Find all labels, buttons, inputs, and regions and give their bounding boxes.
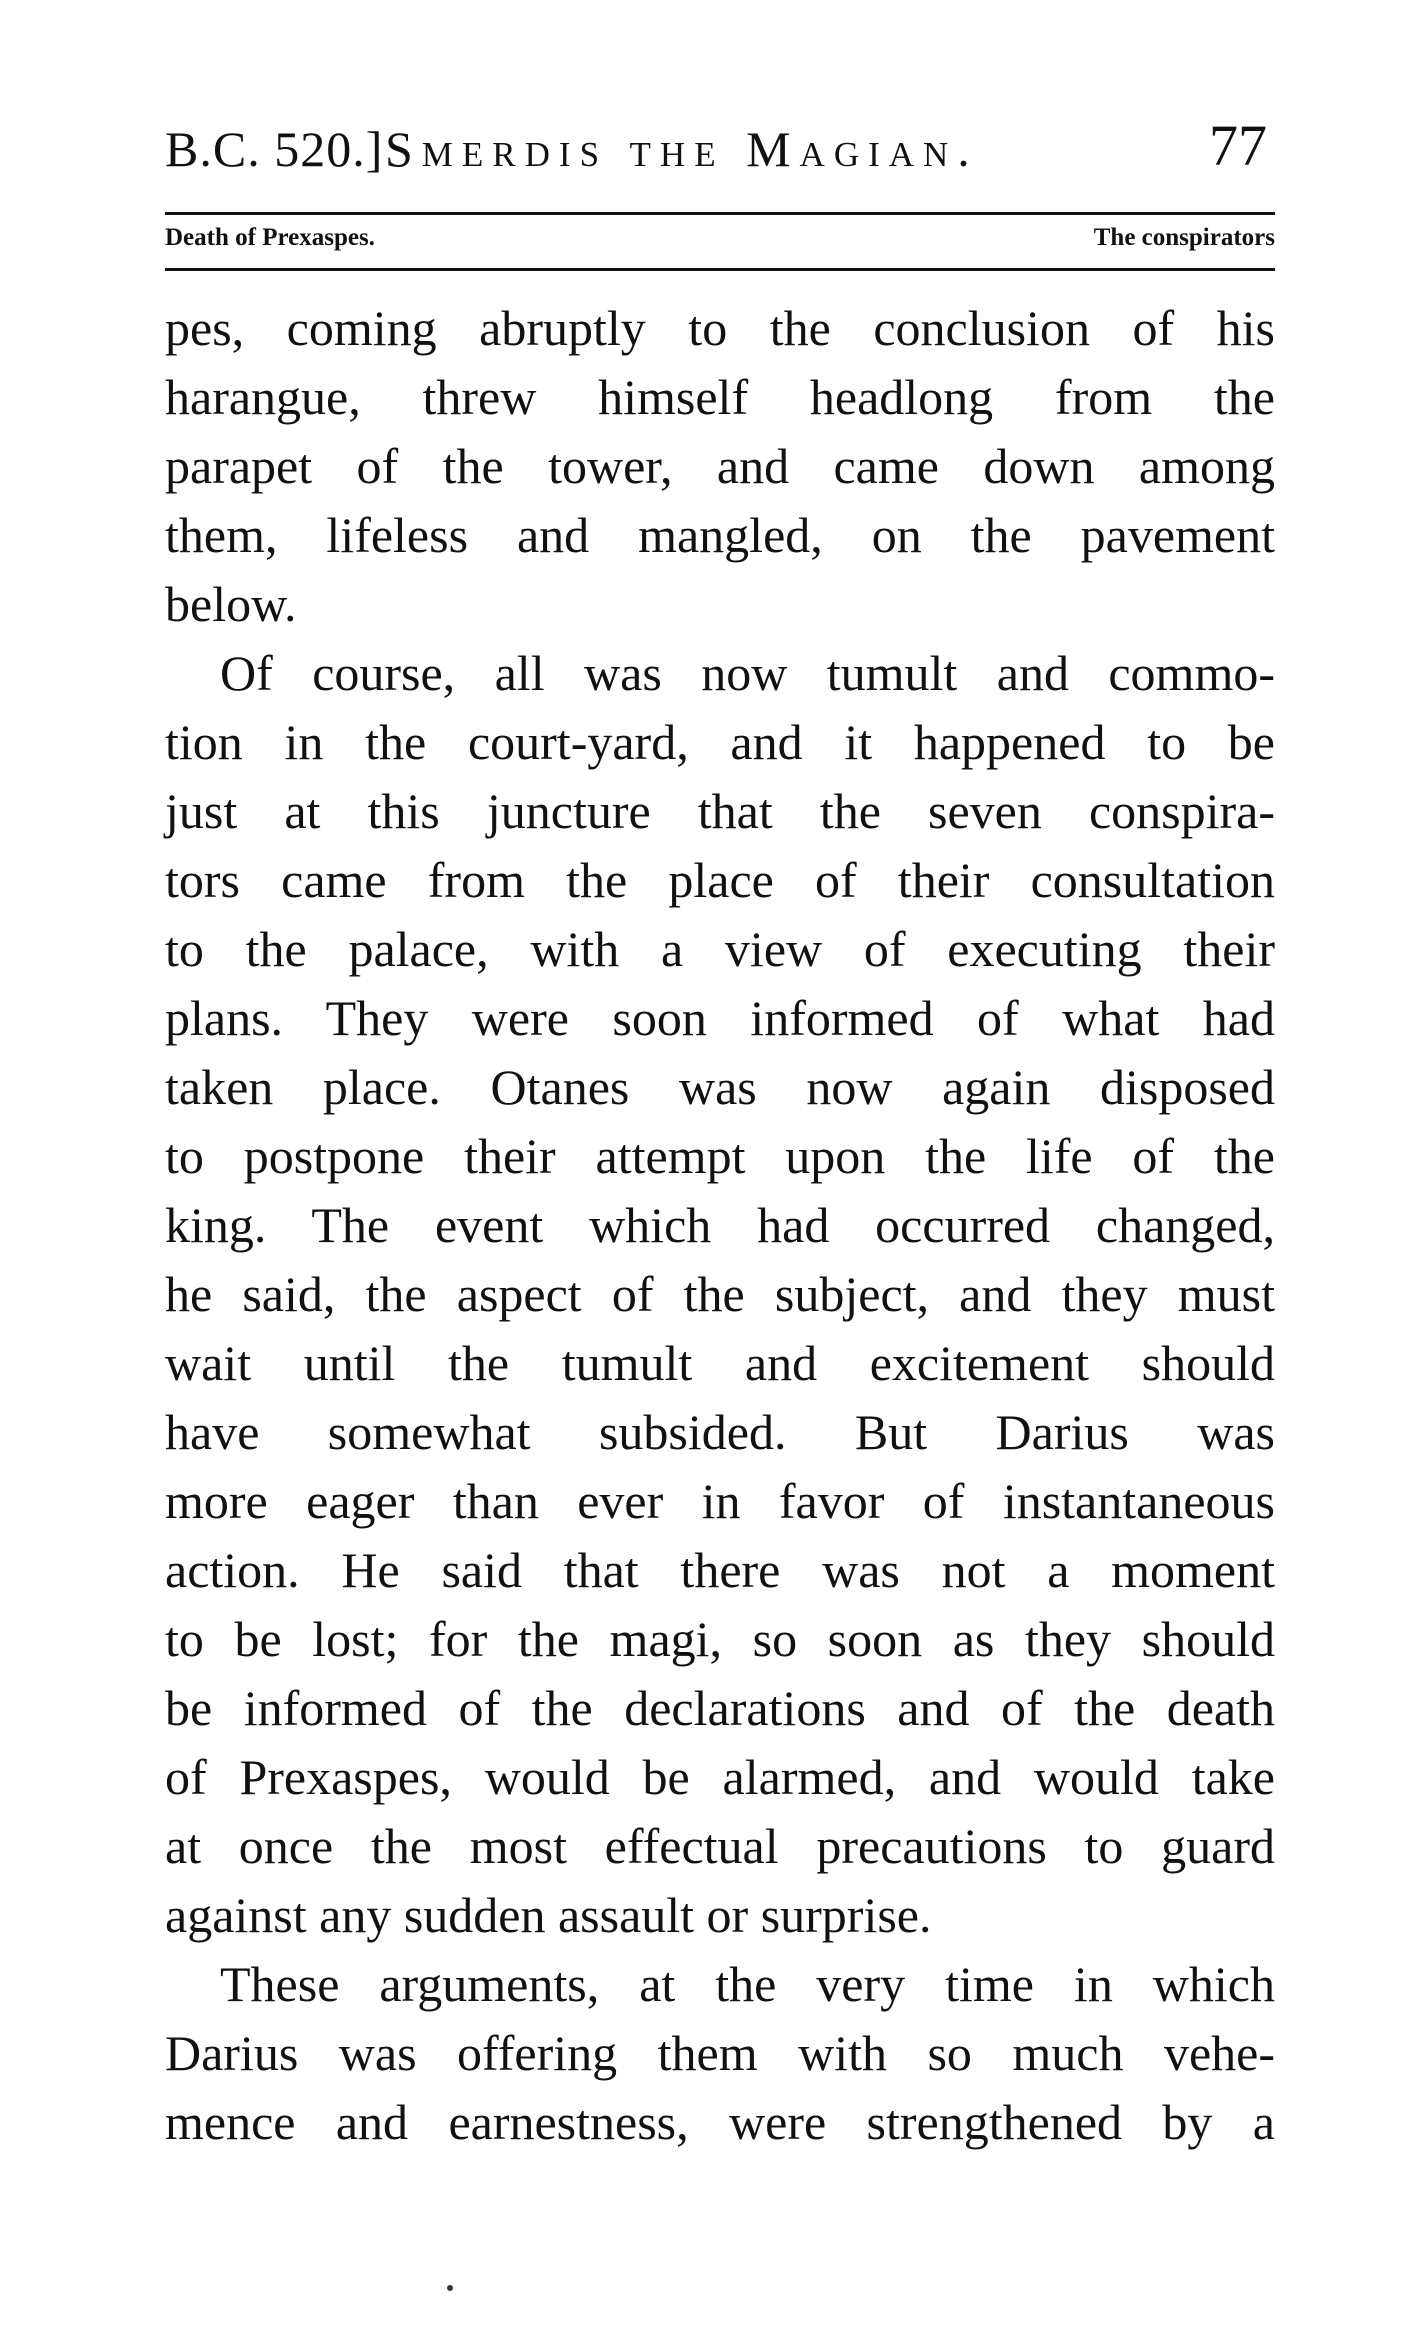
text-line: tors came from the place of their consultation <box>165 852 1275 908</box>
text-line: to the palace, with a view of executing their <box>165 921 1275 977</box>
text-line: wait until the tumult and excitement should <box>165 1335 1275 1391</box>
ink-speck <box>447 2285 453 2291</box>
paragraph <box>165 1950 1275 2157</box>
sidenote-right: The conspirators <box>1093 224 1275 251</box>
text-line: These arguments, at the very time in which <box>220 1956 1275 2012</box>
text-line: to be lost; for the magi, so soon as they should <box>165 1611 1275 1667</box>
text-line: at once the most effectual precautions to guard <box>165 1818 1275 1874</box>
text-line: below. <box>165 576 297 632</box>
text-line: more eager than ever in favor of instantaneous <box>165 1473 1275 1529</box>
text-line: pes, coming abruptly to the conclusion of his <box>165 300 1275 356</box>
text-line: just at this juncture that the seven conspira- <box>165 783 1275 839</box>
text-line: them, lifeless and mangled, on the pavement <box>165 507 1275 563</box>
text-line: Darius was offering them with so much vehe- <box>165 2025 1275 2081</box>
sidenote-bar <box>165 222 1275 262</box>
text-line: harangue, threw himself headlong from the <box>165 369 1275 425</box>
text-line: parapet of the tower, and came down among <box>165 438 1275 494</box>
sidenote-left: Death of Prexaspes. <box>165 224 375 251</box>
text-line: action. He said that there was not a moment <box>165 1542 1275 1598</box>
paragraph <box>165 294 1275 639</box>
text-line: he said, the aspect of the subject, and they must <box>165 1266 1275 1322</box>
text-line: Of course, all was now tumult and commo- <box>220 645 1275 701</box>
text-line: plans. They were soon informed of what had <box>165 990 1275 1046</box>
running-head-date: B.C. 520.] <box>165 121 384 177</box>
text-line: to postpone their attempt upon the life of the <box>165 1128 1275 1184</box>
text-line: king. The event which had occurred changed, <box>165 1197 1275 1253</box>
text-line: be informed of the declarations and of the death <box>165 1680 1275 1736</box>
body-text <box>165 294 1275 2157</box>
text-line: mence and earnestness, were strengthened by a <box>165 2094 1275 2150</box>
text-line: tion in the court-yard, and it happened to be <box>165 714 1275 770</box>
text-line: have somewhat subsided. But Darius was <box>165 1404 1275 1460</box>
text-line: taken place. Otanes was now again disposed <box>165 1059 1275 1115</box>
header-rule-top <box>165 212 1275 215</box>
running-head <box>165 112 1275 182</box>
page-number: 77 <box>1209 113 1267 178</box>
header-rule-bottom <box>165 268 1275 271</box>
text-line: of Prexaspes, would be alarmed, and would take <box>165 1749 1275 1805</box>
text-line: against any sudden assault or surprise. <box>165 1887 932 1943</box>
paragraph <box>165 639 1275 1950</box>
running-head-title: Smerdis the Magian. <box>385 121 979 177</box>
